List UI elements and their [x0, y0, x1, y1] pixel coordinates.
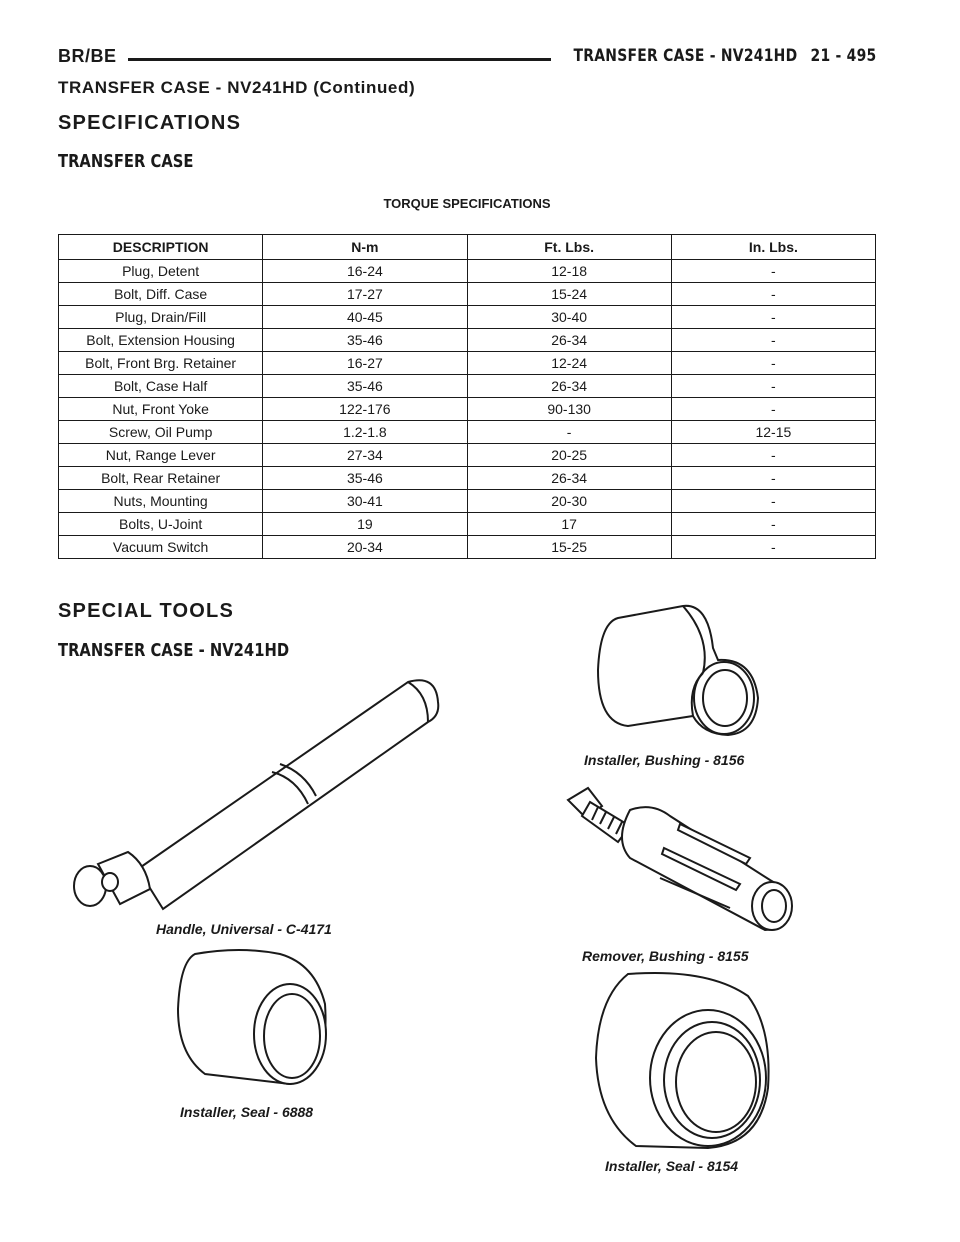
table-row [59, 260, 876, 283]
table-cell: 17 [467, 513, 671, 536]
table-cell: - [671, 398, 875, 421]
table-row [59, 421, 876, 444]
table-row [59, 513, 876, 536]
table-cell: 12-15 [671, 421, 875, 444]
bushing-installer-8156-illustration [588, 598, 778, 743]
table-row [59, 536, 876, 559]
table-cell: - [671, 467, 875, 490]
table-cell: - [467, 421, 671, 444]
table-row [59, 329, 876, 352]
table-cell: 30-41 [263, 490, 467, 513]
table-cell: Nuts, Mounting [59, 490, 263, 513]
table-cell: Bolt, Diff. Case [59, 283, 263, 306]
column-header: DESCRIPTION [59, 235, 263, 260]
table-cell: Bolt, Rear Retainer [59, 467, 263, 490]
seal-installer-6888-illustration [170, 944, 345, 1094]
bushing-remover-8155-illustration [560, 780, 800, 940]
table-cell: 16-27 [263, 352, 467, 375]
tool-caption: Installer, Seal - 8154 [605, 1158, 739, 1174]
special-tools-heading: SPECIAL TOOLS [58, 600, 235, 622]
table-cell: 20-30 [467, 490, 671, 513]
table-row [59, 283, 876, 306]
table-cell: - [671, 375, 875, 398]
page-header [58, 44, 876, 74]
header-right [573, 46, 876, 66]
table-cell: - [671, 490, 875, 513]
universal-handle-c4171-illustration [68, 664, 448, 920]
table-header-row [59, 235, 876, 260]
column-header: N-m [263, 235, 467, 260]
table-cell: 17-27 [263, 283, 467, 306]
table-cell: Screw, Oil Pump [59, 421, 263, 444]
table-cell: - [671, 306, 875, 329]
table-cell: Vacuum Switch [59, 536, 263, 559]
continued-title: TRANSFER CASE - NV241HD (Continued) [58, 78, 416, 97]
table-cell: Nut, Range Lever [59, 444, 263, 467]
table-cell: 26-34 [467, 375, 671, 398]
special-tools-subheading: TRANSFER CASE - NV241HD [58, 640, 290, 661]
tool-caption: Installer, Seal - 6888 [180, 1104, 314, 1120]
specifications-heading: SPECIFICATIONS [58, 112, 242, 134]
table-row [59, 467, 876, 490]
table-cell: - [671, 444, 875, 467]
table-cell: - [671, 536, 875, 559]
table-row [59, 398, 876, 421]
table-cell: 35-46 [263, 467, 467, 490]
table-cell: 30-40 [467, 306, 671, 329]
table-cell: - [671, 513, 875, 536]
table-cell: Bolt, Front Brg. Retainer [59, 352, 263, 375]
table-row [59, 352, 876, 375]
table-cell: 27-34 [263, 444, 467, 467]
table-title: TORQUE SPECIFICATIONS [383, 196, 551, 211]
table-cell: 15-24 [467, 283, 671, 306]
table-cell: Bolt, Case Half [59, 375, 263, 398]
table-cell: Plug, Detent [59, 260, 263, 283]
table-body [59, 260, 876, 559]
table-cell: 12-24 [467, 352, 671, 375]
table-cell: 90-130 [467, 398, 671, 421]
transfer-case-subheading: TRANSFER CASE [58, 151, 194, 172]
column-header: Ft. Lbs. [467, 235, 671, 260]
table-cell: 35-46 [263, 375, 467, 398]
table-row [59, 375, 876, 398]
table-cell: - [671, 260, 875, 283]
table-cell: 26-34 [467, 467, 671, 490]
seal-installer-8154-illustration [588, 968, 774, 1154]
table-row [59, 444, 876, 467]
table-cell: - [671, 283, 875, 306]
table-cell: 12-18 [467, 260, 671, 283]
table-cell: - [671, 352, 875, 375]
table-cell: 15-25 [467, 536, 671, 559]
table-cell: 40-45 [263, 306, 467, 329]
tool-caption: Remover, Bushing - 8155 [582, 948, 749, 964]
table-cell: 1.2-1.8 [263, 421, 467, 444]
torque-table [58, 234, 876, 559]
table-cell: 26-34 [467, 329, 671, 352]
tool-caption: Handle, Universal - C-4171 [156, 921, 332, 937]
table-cell: 20-34 [263, 536, 467, 559]
table-cell: 16-24 [263, 260, 467, 283]
table-row [59, 490, 876, 513]
model-code: BR/BE [58, 46, 117, 66]
table-cell: Bolt, Extension Housing [59, 329, 263, 352]
table-cell: Bolts, U-Joint [59, 513, 263, 536]
table-cell: Nut, Front Yoke [59, 398, 263, 421]
table-cell: 20-25 [467, 444, 671, 467]
tool-caption: Installer, Bushing - 8156 [584, 752, 745, 768]
table-cell: Plug, Drain/Fill [59, 306, 263, 329]
table-cell: - [671, 329, 875, 352]
table-cell: 122-176 [263, 398, 467, 421]
column-header: In. Lbs. [671, 235, 875, 260]
header-rule [128, 58, 551, 61]
table-cell: 35-46 [263, 329, 467, 352]
table-row [59, 306, 876, 329]
page-number: 21 - 495 [810, 46, 876, 66]
section-title: TRANSFER CASE - NV241HD [573, 46, 797, 66]
table-cell: 19 [263, 513, 467, 536]
